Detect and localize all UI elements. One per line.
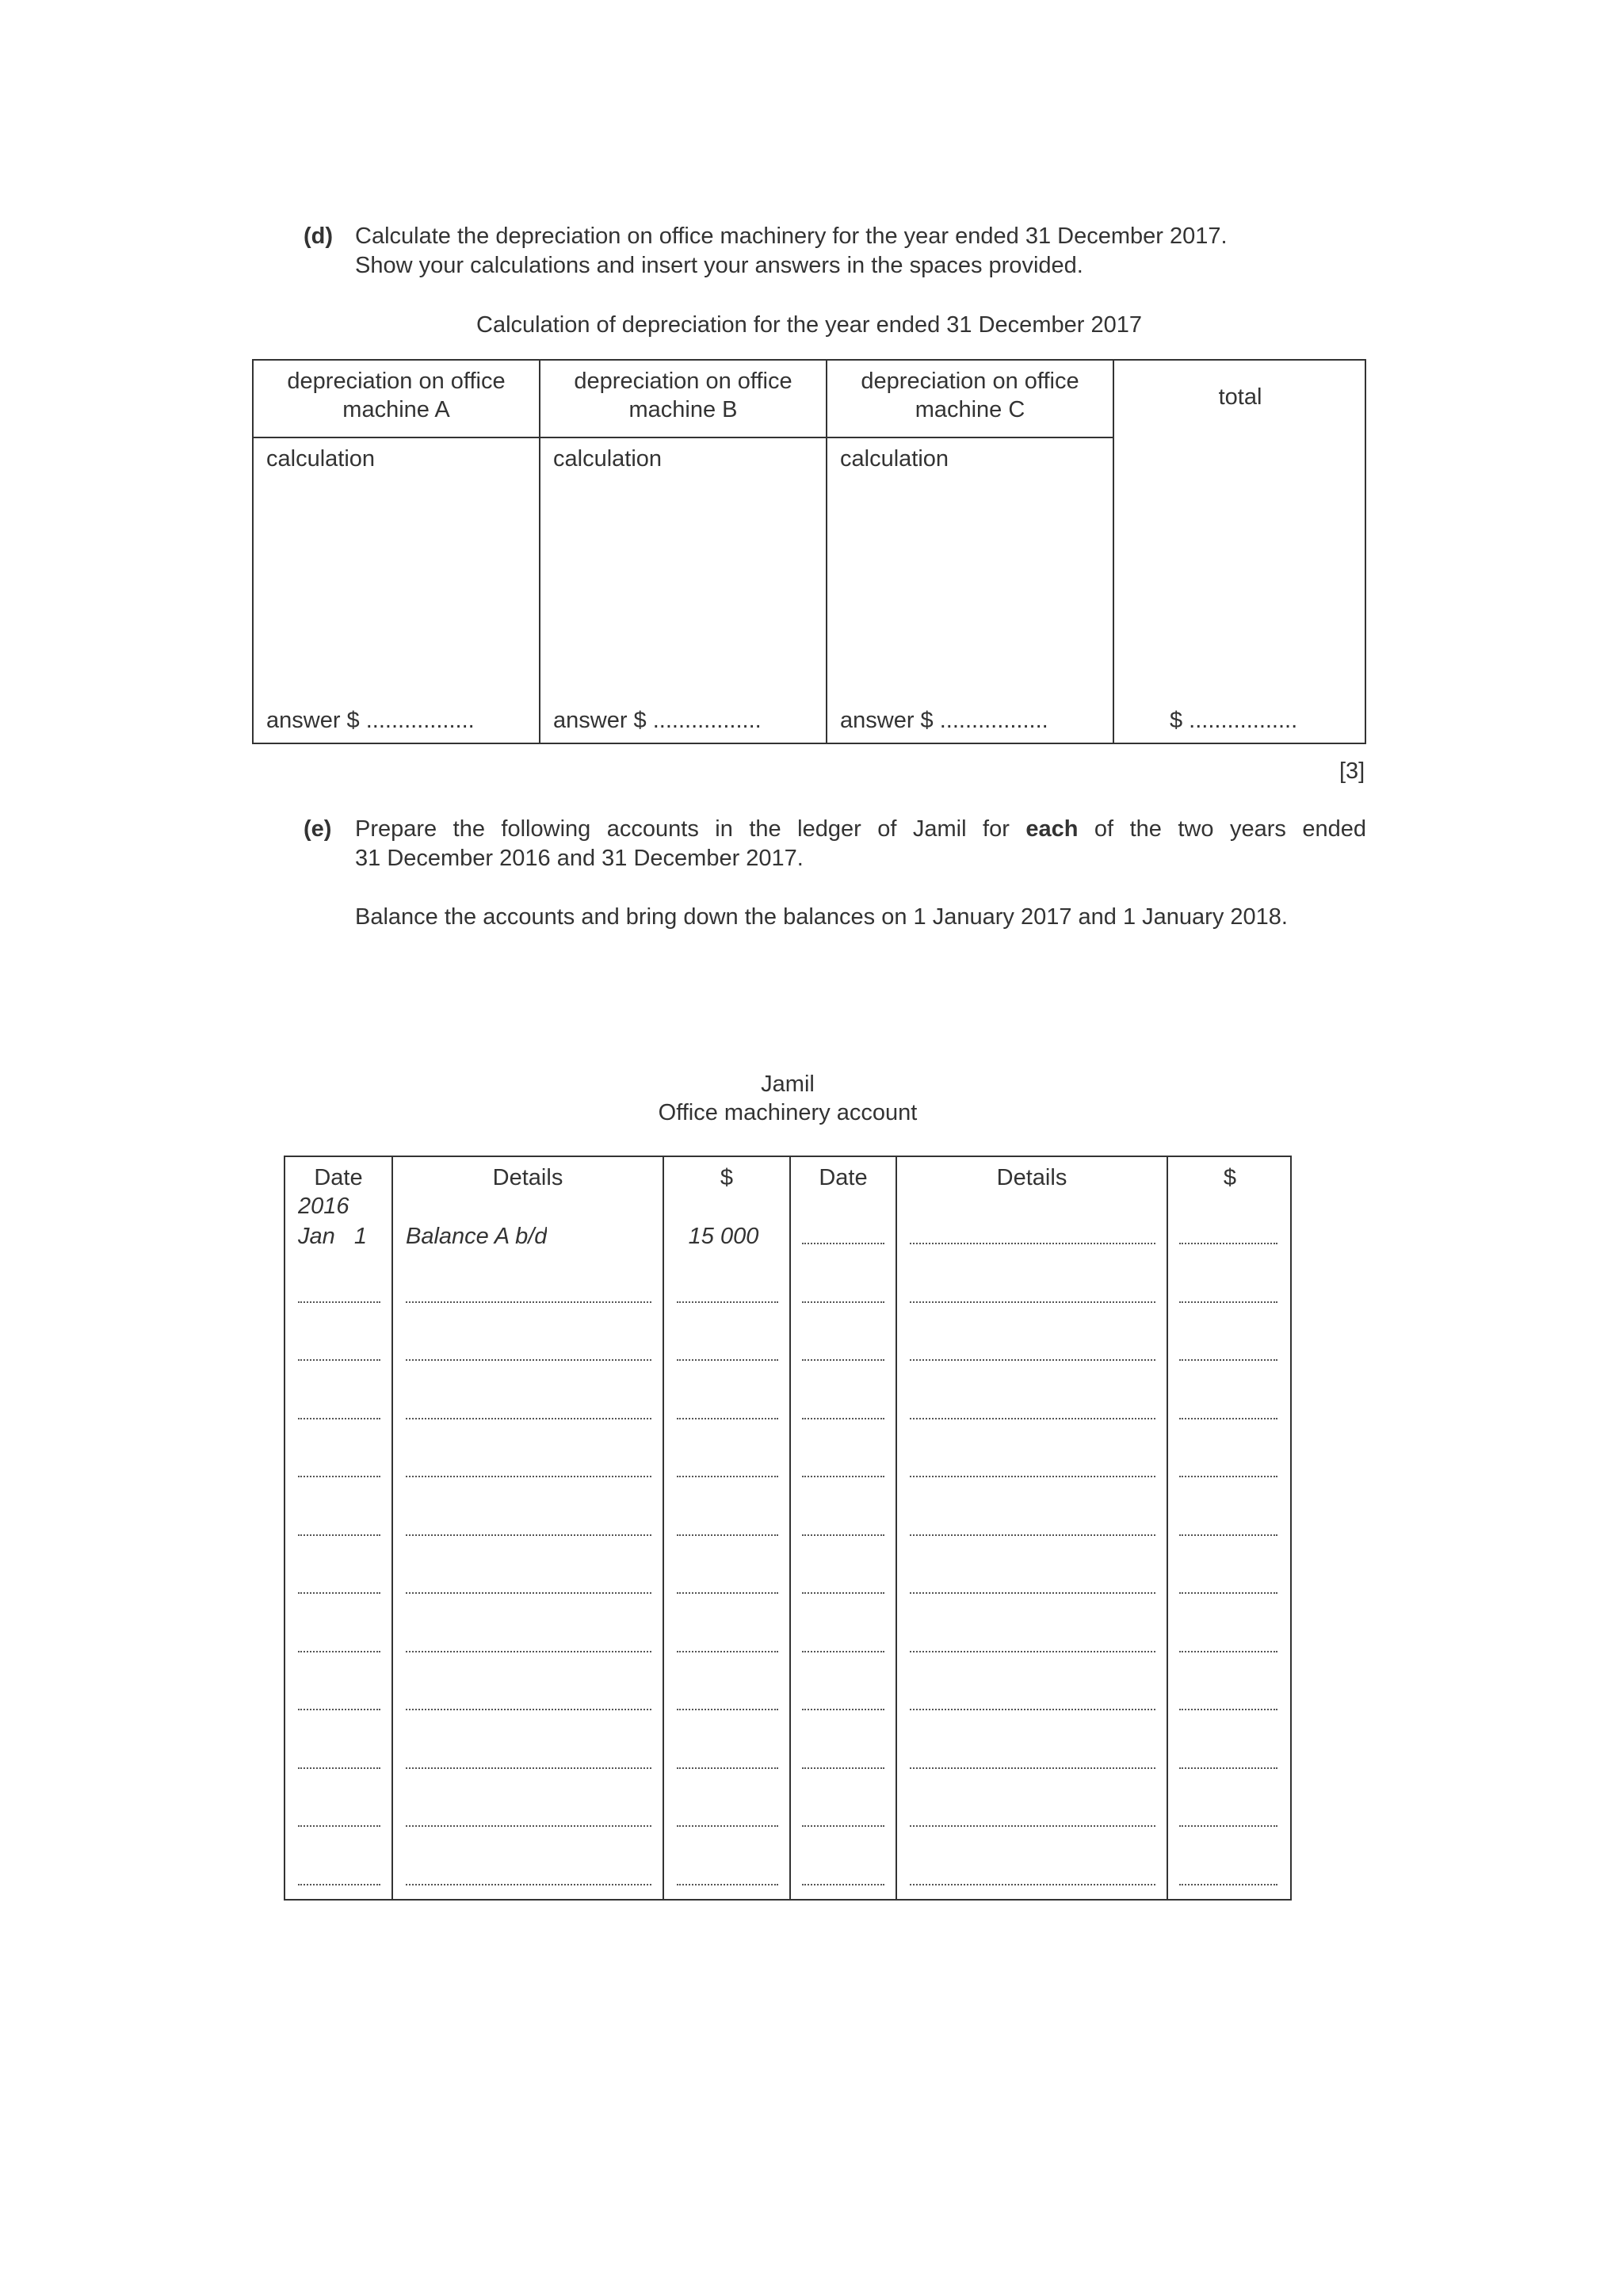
entry-blank-line[interactable] xyxy=(406,1767,651,1769)
header-machine-c: depreciation on office machine C xyxy=(861,369,1079,422)
entry-blank-line[interactable] xyxy=(1179,1476,1277,1477)
header-total: total xyxy=(1218,384,1262,410)
ledger-year: 2016 xyxy=(298,1194,349,1219)
part-e-label: (e) xyxy=(304,816,332,842)
entry-blank-line[interactable] xyxy=(406,1825,651,1827)
entry-blank-line[interactable] xyxy=(298,1767,380,1769)
entry-blank-line[interactable] xyxy=(298,1359,380,1361)
entry-blank-line[interactable] xyxy=(677,1767,778,1769)
ledger-divider xyxy=(391,1157,393,1899)
entry-blank-line[interactable] xyxy=(677,1825,778,1827)
entry-blank-line[interactable] xyxy=(298,1534,380,1536)
entry-blank-line[interactable] xyxy=(677,1359,778,1361)
entry-blank-line[interactable] xyxy=(802,1651,884,1652)
entry-blank-line[interactable] xyxy=(406,1534,651,1536)
entry-blank-line[interactable] xyxy=(910,1767,1155,1769)
entry-blank-line[interactable] xyxy=(910,1359,1155,1361)
calculation-label-c: calculation xyxy=(840,446,949,472)
ledger-name: Jamil xyxy=(761,1072,815,1097)
entry-blank-line[interactable] xyxy=(910,1301,1155,1303)
entry-blank-line[interactable] xyxy=(298,1825,380,1827)
answer-field-a[interactable]: answer $ ................. xyxy=(266,708,475,733)
answer-field-c[interactable]: answer $ ................. xyxy=(840,708,1048,733)
entry-blank-line[interactable] xyxy=(802,1884,884,1885)
entry-blank-line[interactable] xyxy=(802,1243,884,1244)
header-date-credit: Date xyxy=(819,1165,868,1190)
entry-blank-line[interactable] xyxy=(910,1884,1155,1885)
entry-blank-line[interactable] xyxy=(910,1651,1155,1652)
entry-blank-line[interactable] xyxy=(677,1592,778,1594)
marks-label: [3] xyxy=(1339,758,1365,784)
entry-blank-line[interactable] xyxy=(802,1825,884,1827)
first-entry-date: Jan 1 xyxy=(298,1224,368,1249)
header-details-credit: Details xyxy=(996,1165,1067,1190)
part-d-label: (d) xyxy=(304,223,334,249)
header-amount-debit: $ xyxy=(720,1165,734,1190)
entry-blank-line[interactable] xyxy=(802,1709,884,1710)
entry-blank-line[interactable] xyxy=(1179,1534,1277,1536)
entry-blank-line[interactable] xyxy=(677,1476,778,1477)
ledger-account-title: Office machinery account xyxy=(658,1100,918,1125)
entry-blank-line[interactable] xyxy=(677,1884,778,1885)
entry-blank-line[interactable] xyxy=(1179,1825,1277,1827)
entry-blank-line[interactable] xyxy=(910,1418,1155,1419)
entry-blank-line[interactable] xyxy=(298,1301,380,1303)
entry-blank-line[interactable] xyxy=(1179,1709,1277,1710)
entry-blank-line[interactable] xyxy=(406,1359,651,1361)
ledger-divider xyxy=(896,1157,897,1899)
calculation-label-a: calculation xyxy=(266,446,376,472)
answer-field-b[interactable]: answer $ ................. xyxy=(553,708,762,733)
entry-blank-line[interactable] xyxy=(406,1418,651,1419)
entry-blank-line[interactable] xyxy=(1179,1418,1277,1419)
entry-blank-line[interactable] xyxy=(802,1359,884,1361)
entry-blank-line[interactable] xyxy=(910,1825,1155,1827)
entry-blank-line[interactable] xyxy=(802,1767,884,1769)
ledger-divider xyxy=(1167,1157,1168,1899)
header-date-debit: Date xyxy=(314,1165,363,1190)
ledger-divider xyxy=(789,1157,791,1899)
entry-blank-line[interactable] xyxy=(802,1301,884,1303)
entry-blank-line[interactable] xyxy=(677,1301,778,1303)
entry-blank-line[interactable] xyxy=(802,1534,884,1536)
entry-blank-line[interactable] xyxy=(298,1418,380,1419)
part-d-instruction-2: Show your calculations and insert your answers in the spaces provided. xyxy=(355,253,1083,278)
header-machine-a: depreciation on office machine A xyxy=(287,369,506,422)
entry-blank-line[interactable] xyxy=(1179,1301,1277,1303)
part-e-instruction-3: Balance the accounts and bring down the balances on 1 January 2017 and 1 January 2018. xyxy=(355,904,1288,930)
entry-blank-line[interactable] xyxy=(1179,1767,1277,1769)
entry-blank-line[interactable] xyxy=(802,1418,884,1419)
header-divider xyxy=(254,437,1113,438)
entry-blank-line[interactable] xyxy=(1179,1243,1277,1244)
entry-blank-line[interactable] xyxy=(406,1476,651,1477)
entry-blank-line[interactable] xyxy=(298,1709,380,1710)
entry-blank-line[interactable] xyxy=(406,1592,651,1594)
entry-blank-line[interactable] xyxy=(802,1592,884,1594)
entry-blank-line[interactable] xyxy=(298,1884,380,1885)
header-machine-b: depreciation on office machine B xyxy=(574,369,792,422)
entry-blank-line[interactable] xyxy=(677,1418,778,1419)
entry-blank-line[interactable] xyxy=(298,1476,380,1477)
entry-blank-line[interactable] xyxy=(677,1651,778,1652)
entry-blank-line[interactable] xyxy=(910,1709,1155,1710)
ledger-divider xyxy=(663,1157,664,1899)
office-machinery-ledger xyxy=(284,1156,1292,1901)
column-divider xyxy=(1113,361,1114,743)
first-entry-amount: 15 000 xyxy=(688,1224,759,1249)
entry-blank-line[interactable] xyxy=(1179,1651,1277,1652)
entry-blank-line[interactable] xyxy=(406,1884,651,1885)
answer-field-total[interactable]: $ ................. xyxy=(1170,708,1298,733)
depreciation-table-title: Calculation of depreciation for the year ended 31 December 2017 xyxy=(476,312,1142,338)
header-amount-credit: $ xyxy=(1223,1165,1237,1190)
entry-blank-line[interactable] xyxy=(298,1651,380,1652)
entry-blank-line[interactable] xyxy=(298,1592,380,1594)
calculation-label-b: calculation xyxy=(553,446,663,472)
entry-blank-line[interactable] xyxy=(910,1534,1155,1536)
entry-blank-line[interactable] xyxy=(406,1301,651,1303)
part-e-instruction-2: 31 December 2016 and 31 December 2017. xyxy=(355,846,804,871)
entry-blank-line[interactable] xyxy=(406,1709,651,1710)
entry-blank-line[interactable] xyxy=(677,1709,778,1710)
entry-blank-line[interactable] xyxy=(910,1243,1155,1244)
header-details-debit: Details xyxy=(492,1165,563,1190)
entry-blank-line[interactable] xyxy=(406,1651,651,1652)
first-entry-details: Balance A b/d xyxy=(406,1224,548,1249)
entry-blank-line[interactable] xyxy=(677,1534,778,1536)
entry-blank-line[interactable] xyxy=(910,1476,1155,1477)
entry-blank-line[interactable] xyxy=(1179,1592,1277,1594)
entry-blank-line[interactable] xyxy=(910,1592,1155,1594)
part-d-instruction-1: Calculate the depreciation on office machinery for the year ended 31 December 2017. xyxy=(355,223,1228,249)
entry-blank-line[interactable] xyxy=(1179,1884,1277,1885)
entry-blank-line[interactable] xyxy=(802,1476,884,1477)
depreciation-table xyxy=(252,359,1366,744)
part-e-instruction-1: Prepare the following accounts in the ledger of Jamil for each of the two years ended xyxy=(355,816,1366,842)
entry-blank-line[interactable] xyxy=(1179,1359,1277,1361)
